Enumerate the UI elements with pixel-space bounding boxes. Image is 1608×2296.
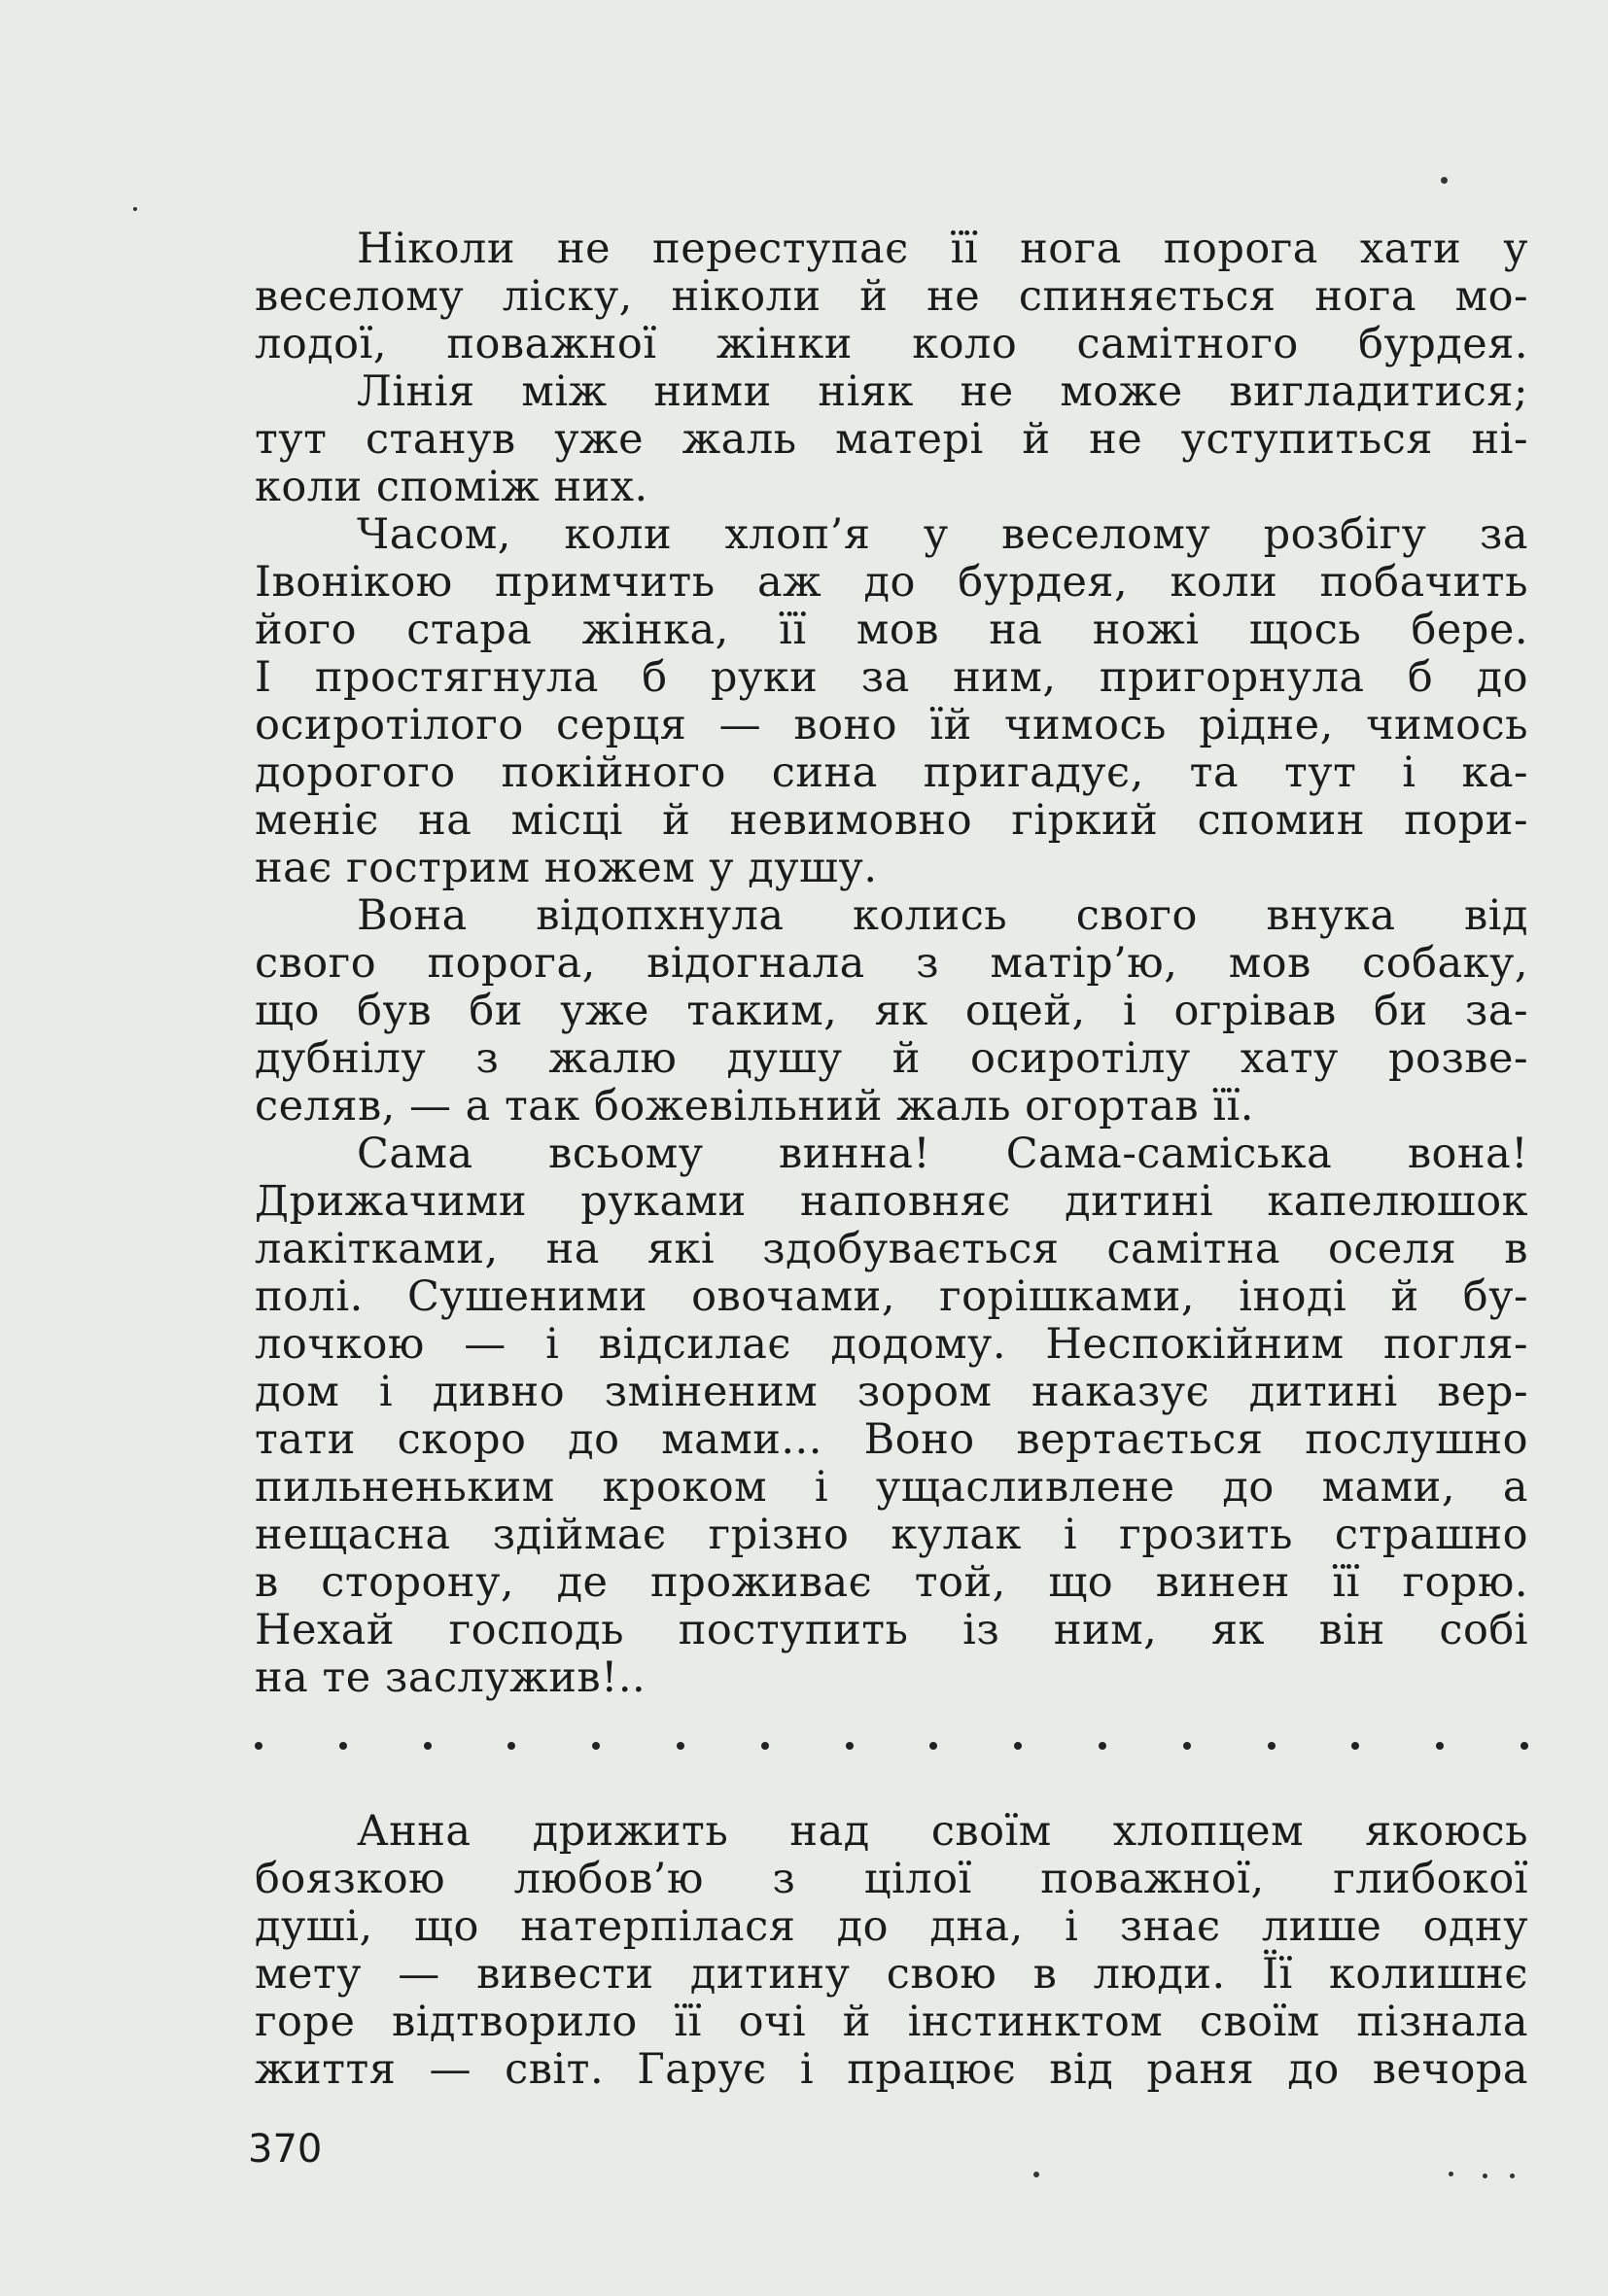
text-line: лочкою — і відсилає додому. Неспокійним погля-: [255, 1320, 1528, 1369]
section-break-dot: [592, 1742, 600, 1750]
text-line: Дрижачими руками наповняє дитині капелюшок: [255, 1177, 1528, 1226]
text-line: боязкою любов’ю з цілої поважної, глибокої: [255, 1855, 1528, 1903]
section-break-dot: [1351, 1742, 1359, 1750]
text-line: тут станув уже жаль матері й не уступиться ні-: [255, 415, 1528, 464]
scan-speck: [1483, 2174, 1487, 2178]
section-break-dots: [255, 1726, 1528, 1765]
text-line: меніє на місці й невимовно гіркий спомин пори-: [255, 796, 1528, 845]
section-break-dot: [507, 1742, 515, 1750]
text-line: його стара жінка, її мов на ножі щось бере.: [255, 606, 1528, 654]
scan-speck: [1033, 2172, 1039, 2177]
section-break-dot: [1183, 1742, 1191, 1750]
text-line: коли споміж них.: [255, 463, 648, 511]
section-break-dot: [677, 1742, 684, 1750]
section-break-dot: [929, 1742, 937, 1750]
section-break-dot: [1268, 1742, 1276, 1750]
section-break-dot: [1099, 1742, 1106, 1750]
text-line: дом і дивно зміненим зором наказує дитині вер-: [255, 1368, 1528, 1416]
text-line: мету — вивести дитину свою в люди. Її колишнє: [255, 1950, 1528, 1999]
text-line: Часом, коли хлоп’я у веселому розбігу за: [357, 510, 1528, 559]
section-break-dot: [1521, 1742, 1528, 1750]
text-line: Анна дрижить над своїм хлопцем якоюсь: [357, 1807, 1528, 1856]
text-line: І простягнула б руки за ним, пригорнула б до: [255, 653, 1528, 702]
text-line: Сама всьому винна! Сама-саміська вона!: [357, 1130, 1528, 1178]
text-line: пильненьким кроком і ущасливлене до мами, а: [255, 1463, 1528, 1512]
text-line: що був би уже таким, як оцей, і огрівав би за-: [255, 987, 1528, 1035]
scan-speck: [1441, 177, 1448, 184]
section-break-dot: [846, 1742, 854, 1750]
text-line: нещасна здіймає грізно кулак і грозить страшно: [255, 1511, 1528, 1559]
section-break-dot: [339, 1742, 347, 1750]
section-break-dot: [1014, 1742, 1022, 1750]
page-number: 370: [248, 2127, 323, 2172]
text-line: душі, що натерпілася до дна, і знає лише одну: [255, 1902, 1528, 1951]
section-break-dot: [1436, 1742, 1444, 1750]
text-line: горе відтворило її очі й інстинктом своїм пізнала: [255, 1998, 1528, 2046]
section-break-dot: [424, 1742, 432, 1750]
text-line: осиротілого серця — воно їй чимось рідне, чимось: [255, 701, 1528, 749]
text-line: на те заслужив!..: [255, 1653, 647, 1702]
scan-speck: [133, 207, 137, 211]
section-break-dot: [761, 1742, 769, 1750]
text-line: полі. Сушеними овочами, горішками, іноді й бу-: [255, 1272, 1528, 1321]
text-line: тати скоро до мами... Воно вертається послушно: [255, 1415, 1528, 1464]
text-line: лодої, поважної жінки коло самітного бурдея.: [255, 320, 1528, 368]
text-line: дорогого покійного сина пригадує, та тут і ка-: [255, 748, 1528, 797]
main-text-bottom: [255, 1808, 1528, 2094]
text-line: веселому ліску, ніколи й не спиняється нога мо-: [255, 272, 1528, 321]
text-line: життя — світ. Гарує і працює від раня до вечора: [255, 2045, 1528, 2094]
text-line: селяв, — а так божевільний жаль огортав її.: [255, 1082, 1254, 1131]
text-line: лакітками, на які здобувається самітна оселя в: [255, 1225, 1528, 1273]
text-line: Вона відопхнула колись свого внука від: [357, 891, 1528, 940]
text-line: Івонікою примчить аж до бурдея, коли побачить: [255, 558, 1528, 607]
text-line: Ніколи не переступає її нога порога хати у: [357, 225, 1528, 273]
text-line: нає гострим ножем у душу.: [255, 844, 878, 892]
scan-speck: [1449, 2172, 1453, 2176]
scan-speck: [1510, 2174, 1515, 2178]
text-line: свого порога, відогнала з матір’ю, мов собаку,: [255, 939, 1528, 988]
text-line: в сторону, де проживає той, що винен її горю.: [255, 1558, 1528, 1607]
main-text-top: [255, 226, 1528, 1702]
text-line: дубнілу з жалю душу й осиротілу хату розве-: [255, 1034, 1528, 1083]
text-line: Лінія між ними ніяк не може вигладитися;: [357, 367, 1528, 416]
section-break-dot: [255, 1742, 262, 1750]
text-line: Нехай господь поступить із ним, як він собі: [255, 1606, 1528, 1654]
